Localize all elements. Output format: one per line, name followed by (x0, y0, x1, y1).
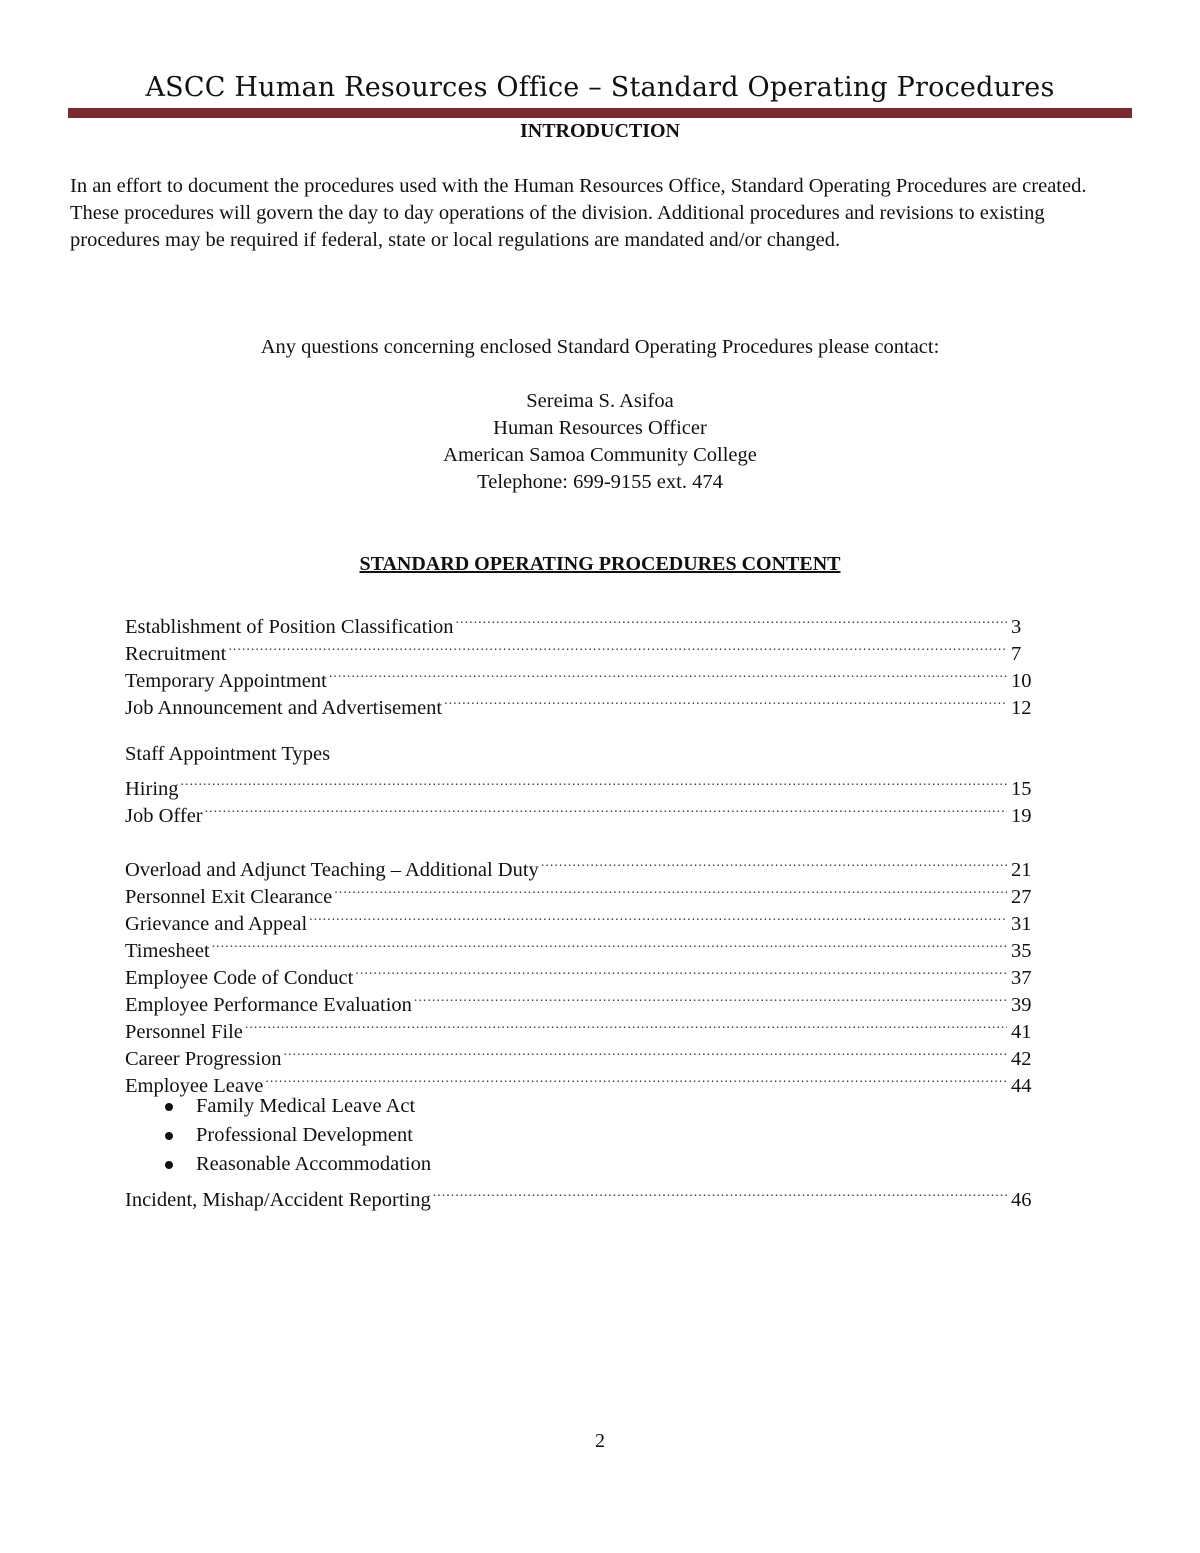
toc-entry-title: Overload and Adjunct Teaching – Additional Duty (125, 859, 539, 881)
introduction-heading: INTRODUCTION (519, 120, 681, 142)
toc-entry-page: 7 (1011, 643, 1022, 665)
toc-leader-dots (309, 903, 1007, 930)
toc-entry[interactable] (125, 795, 1037, 827)
toc-entry[interactable] (125, 957, 1037, 989)
toc-leader-dots (284, 1038, 1007, 1065)
toc-entry-title: Job Announcement and Advertisement (125, 697, 443, 719)
toc-entry-page: 3 (1011, 616, 1022, 638)
contact-organization: American Samoa Community College (443, 444, 757, 466)
toc-entry-page: 21 (1011, 859, 1032, 881)
header-divider (68, 108, 1132, 118)
toc-leader-dots (265, 1065, 1007, 1092)
toc-leader-dots (205, 795, 1007, 822)
toc-leader-dots (414, 984, 1007, 1011)
toc-entry-page: 27 (1011, 886, 1032, 908)
toc-entry-title: Establishment of Position Classification (125, 616, 454, 638)
toc-entry-title: Job Offer (125, 805, 203, 827)
bullet-icon (165, 1161, 173, 1169)
toc-entry-title: Recruitment (125, 643, 227, 665)
toc-subheading: Staff Appointment Types (125, 743, 331, 765)
list-item-label: Professional Development (196, 1124, 413, 1146)
toc-entry-title: Career Progression (125, 1048, 282, 1070)
toc-leader-dots (334, 876, 1007, 903)
document-header-title: ASCC Human Resources Office – Standard Operating Procedures (145, 72, 1055, 103)
toc-leader-dots (355, 957, 1007, 984)
toc-entry-title: Timesheet (125, 940, 210, 962)
toc-entry-page: 46 (1011, 1189, 1032, 1211)
toc-entry-title: Temporary Appointment (125, 670, 327, 692)
toc-leader-dots (444, 687, 1007, 714)
toc-entry-page: 37 (1011, 967, 1032, 989)
toc-entry-title: Grievance and Appeal (125, 913, 308, 935)
list-item (125, 1150, 1037, 1179)
toc-entry-page: 44 (1011, 1075, 1032, 1097)
introduction-paragraph: In an effort to document the procedures used with the Human Resources Office, Standard Operating Procedures are created. These procedures will govern the day to day operations of the division. Additional procedures and revisions to existing procedures may be required if federal, state or local regulations are mandated and/or changed. (70, 175, 1087, 251)
toc-leader-dots (228, 633, 1007, 660)
toc-entry-page: 12 (1011, 697, 1032, 719)
contact-name: Sereima S. Asifoa (526, 390, 674, 412)
page-number: 2 (595, 1430, 605, 1452)
toc-entry[interactable] (125, 768, 1037, 800)
toc-entry-page: 31 (1011, 913, 1032, 935)
toc-entry[interactable] (125, 606, 1037, 638)
toc-entry-title: Employee Leave (125, 1075, 264, 1097)
leave-subitems-list (125, 1092, 1037, 1179)
toc-entry-page: 10 (1011, 670, 1032, 692)
toc-entry[interactable] (125, 849, 1037, 881)
toc-entry[interactable] (125, 930, 1037, 962)
toc-entry[interactable] (125, 633, 1037, 665)
toc-entry-title: Personnel Exit Clearance (125, 886, 333, 908)
contact-prompt: Any questions concerning enclosed Standard Operating Procedures please contact: (260, 336, 940, 358)
bullet-icon (165, 1103, 173, 1111)
toc-entry-title: Employee Code of Conduct (125, 967, 354, 989)
toc-entry-title: Personnel File (125, 1021, 243, 1043)
bullet-icon (165, 1132, 173, 1140)
table-of-contents (125, 606, 1037, 1211)
contact-telephone: Telephone: 699-9155 ext. 474 (477, 471, 723, 493)
toc-entry-page: 35 (1011, 940, 1032, 962)
toc-leader-dots (245, 1011, 1007, 1038)
toc-entry-title: Hiring (125, 778, 179, 800)
toc-entry-title: Employee Performance Evaluation (125, 994, 412, 1016)
toc-entry[interactable] (125, 660, 1037, 692)
toc-entry-page: 39 (1011, 994, 1032, 1016)
toc-heading: STANDARD OPERATING PROCEDURES CONTENT (359, 553, 841, 575)
toc-leader-dots (541, 849, 1007, 876)
toc-entry-page: 19 (1011, 805, 1032, 827)
list-item-label: Family Medical Leave Act (196, 1095, 416, 1117)
toc-leader-dots (329, 660, 1007, 687)
toc-leader-dots (433, 1179, 1007, 1206)
list-item (125, 1092, 1037, 1121)
toc-entry[interactable] (125, 1011, 1037, 1043)
toc-entry-page: 42 (1011, 1048, 1032, 1070)
toc-entry[interactable] (125, 1179, 1037, 1211)
toc-leader-dots (181, 768, 1007, 795)
toc-entry-page: 41 (1011, 1021, 1032, 1043)
list-item (125, 1121, 1037, 1150)
toc-entry-page: 15 (1011, 778, 1032, 800)
contact-title: Human Resources Officer (493, 417, 707, 439)
toc-entry[interactable] (125, 1038, 1037, 1070)
list-item-label: Reasonable Accommodation (196, 1153, 432, 1175)
toc-entry-title: Incident, Mishap/Accident Reporting (125, 1189, 431, 1211)
toc-leader-dots (456, 606, 1007, 633)
toc-leader-dots (212, 930, 1007, 957)
toc-spacer (125, 822, 1037, 849)
